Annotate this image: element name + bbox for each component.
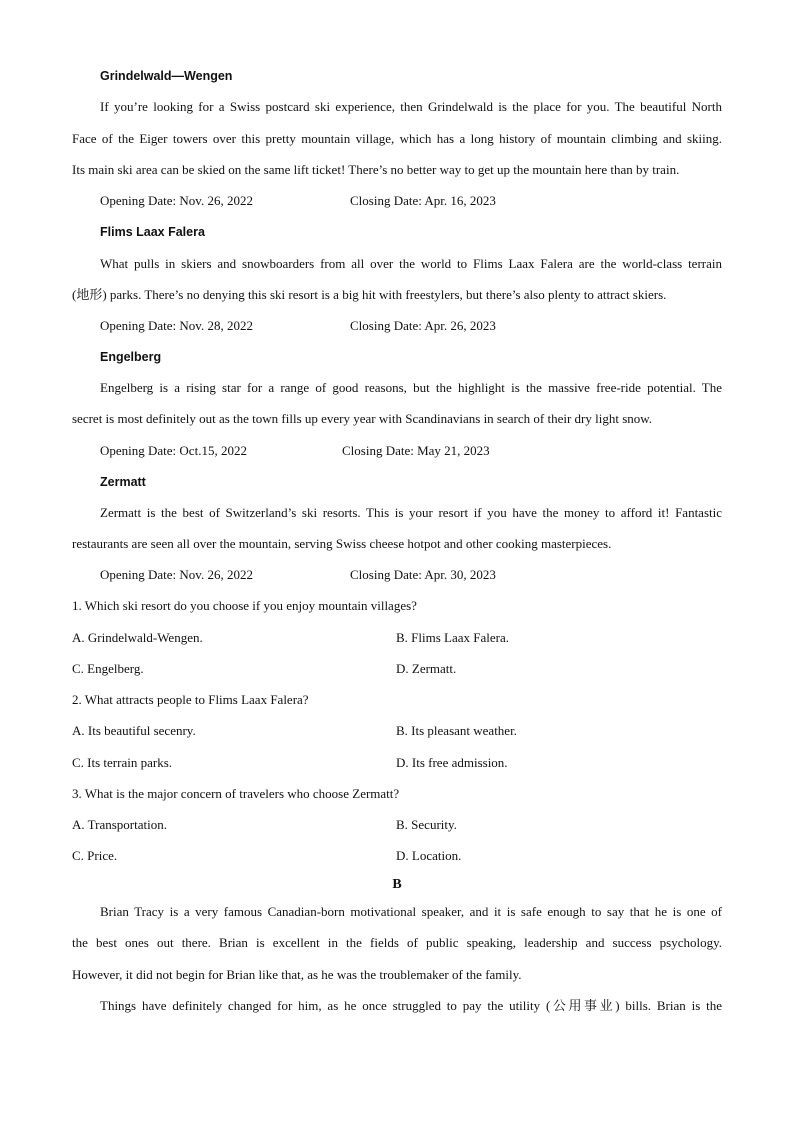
answer-option-b: B. Its pleasant weather.: [396, 723, 517, 738]
section-b-text-line: the best ones out there. Brian is excellent in the fields of public speaking, leadership and success psychology.: [72, 935, 722, 950]
resort-heading-engelberg: Engelberg: [100, 350, 162, 364]
resort-text-line: Face of the Eiger towers over this pretty mountain village, which has a long history of mountain climbing and skiing.: [72, 131, 722, 146]
resort-text-line: Its main ski area can be skied on the same lift ticket! There’s no better way to get up the mountain here than by train.: [72, 162, 680, 177]
closing-date: Closing Date: May 21, 2023: [342, 443, 490, 458]
question-stem: 1. Which ski resort do you choose if you enjoy mountain villages?: [72, 598, 417, 613]
resort-heading-flims: Flims Laax Falera: [100, 225, 205, 239]
answer-option-d: D. Location.: [396, 848, 462, 863]
answer-option-c: C. Engelberg.: [72, 661, 144, 676]
opening-date: Opening Date: Oct.15, 2022: [100, 443, 247, 458]
question-stem: 3. What is the major concern of travelers who choose Zermatt?: [72, 786, 400, 801]
answer-option-a: A. Grindelwald-Wengen.: [72, 630, 203, 645]
closing-date: Closing Date: Apr. 16, 2023: [350, 193, 496, 208]
resort-heading-grindelwald: Grindelwald—Wengen: [100, 69, 233, 83]
resort-text-line: secret is most definitely out as the town fills up every year with Scandinavians in search of their dry light snow.: [72, 411, 653, 426]
answer-option-c: C. Price.: [72, 848, 118, 863]
resort-text-line: What pulls in skiers and snowboarders from all over the world to Flims Laax Falera are the world-class terrain: [100, 256, 722, 271]
answer-option-c: C. Its terrain parks.: [72, 755, 173, 770]
section-b-heading: B: [392, 877, 402, 892]
opening-date: Opening Date: Nov. 26, 2022: [100, 567, 253, 582]
opening-date: Opening Date: Nov. 28, 2022: [100, 318, 253, 333]
closing-date: Closing Date: Apr. 26, 2023: [350, 318, 496, 333]
resort-text-line: If you’re looking for a Swiss postcard ski experience, then Grindelwald is the place for you. The beautiful North: [100, 99, 722, 114]
question-stem: 2. What attracts people to Flims Laax Falera?: [72, 692, 309, 707]
resort-heading-zermatt: Zermatt: [100, 475, 146, 489]
section-b-text-line: However, it did not begin for Brian like that, as he was the troublemaker of the family.: [72, 967, 522, 982]
answer-option-d: D. Zermatt.: [396, 661, 457, 676]
answer-option-a: A. Its beautiful secenry.: [72, 723, 196, 738]
resort-text-line: (地形) parks. There’s no denying this ski resort is a big hit with freestylers, but there’s also plenty to attract skiers.: [72, 287, 667, 302]
answer-option-b: B. Security.: [396, 817, 457, 832]
section-b-text-line: Brian Tracy is a very famous Canadian-born motivational speaker, and it is safe enough to say that he is one of: [100, 904, 722, 919]
answer-option-b: B. Flims Laax Falera.: [396, 630, 510, 645]
resort-text-line: restaurants are seen all over the mountain, serving Swiss cheese hotpot and other cooking masterpieces.: [72, 536, 612, 551]
opening-date: Opening Date: Nov. 26, 2022: [100, 193, 253, 208]
answer-option-a: A. Transportation.: [72, 817, 167, 832]
closing-date: Closing Date: Apr. 30, 2023: [350, 567, 496, 582]
resort-text-line: Zermatt is the best of Switzerland’s ski resorts. This is your resort if you have the money to afford it! Fantastic: [100, 505, 722, 520]
resort-text-line: Engelberg is a rising star for a range of good reasons, but the highlight is the massive free-ride potential. The: [100, 380, 722, 395]
answer-option-d: D. Its free admission.: [396, 755, 508, 770]
section-b-text-line: Things have definitely changed for him, as he once struggled to pay the utility (公用事业) bills. Brian is the: [100, 998, 722, 1013]
